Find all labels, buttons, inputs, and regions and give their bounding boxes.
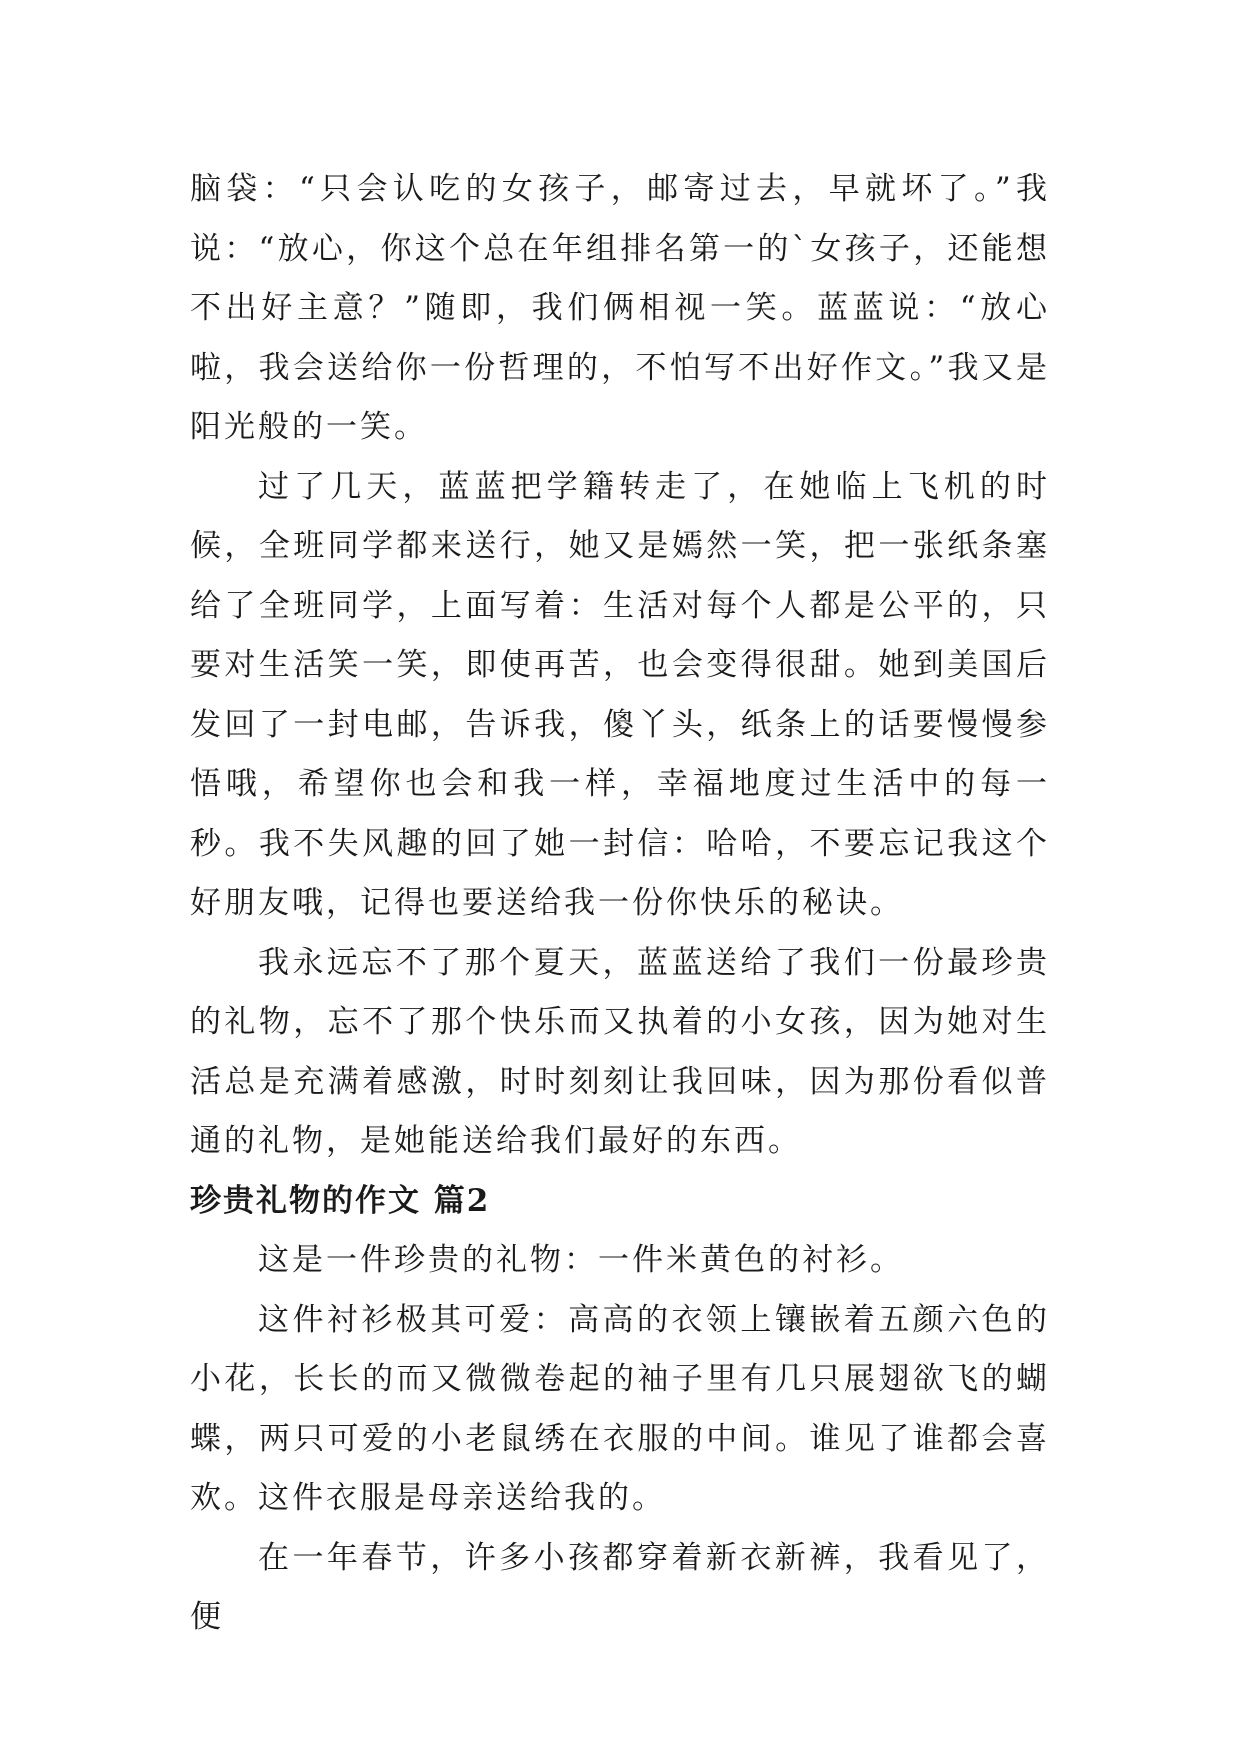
paragraph: 这件衬衫极其可爱：高高的衣领上镶嵌着五颜六色的小花，长长的而又微微卷起的袖子里有几只展翅欲飞的蝴蝶，两只可爱的小老鼠绣在衣服的中间。谁见了谁都会喜欢。这件衣服是母亲送给我的。 [190, 1301, 1050, 1516]
paragraph-continuation: 脑袋：“只会认吃的女孩子，邮寄过去，早就坏了。”我说：“放心，你这个总在年组排名第一的`女孩子，还能想不出好主意？”随即，我们俩相视一笑。蓝蓝说：“放心啦，我会送给你一份哲理的，不怕写不出好作文。”我又是阳光般的一笑。 [190, 171, 1050, 445]
paragraph: 在一年春节，许多小孩都穿着新衣新裤，我看见了，便 [190, 1539, 1050, 1635]
paragraph: 我永远忘不了那个夏天，蓝蓝送给了我们一份最珍贵的礼物，忘不了那个快乐而又执着的小女孩，因为她对生活总是充满着感激，时时刻刻让我回味，因为那份看似普通的礼物，是她能送给我们最好的东西。 [190, 944, 1050, 1159]
paragraph: 过了几天，蓝蓝把学籍转走了，在她临上飞机的时候，全班同学都来送行，她又是嫣然一笑，把一张纸条塞给了全班同学，上面写着：生活对每个人都是公平的，只要对生活笑一笑，即使再苦，也会变得很甜。她到美国后发回了一封电邮，告诉我，傻丫头，纸条上的话要慢慢参悟哦，希望你也会和我一样，幸福地度过生活中的每一秒。我不失风趣的回了她一封信：哈哈，不要忘记我这个好朋友哦，记得也要送给我一份你快乐的秘诀。 [190, 468, 1050, 921]
document-page [190, 160, 1050, 1648]
section-heading: 珍贵礼物的作文 篇2 [190, 1182, 491, 1219]
paragraph: 这是一件珍贵的礼物：一件米黄色的衬衫。 [258, 1242, 904, 1278]
